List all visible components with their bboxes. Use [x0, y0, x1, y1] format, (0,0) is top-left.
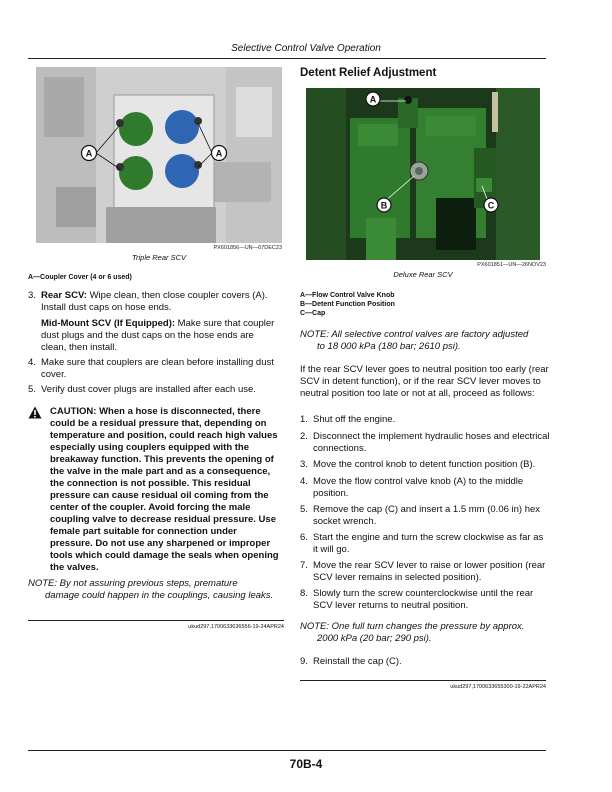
midmount-label: Mid-Mount SCV (If Equipped): [41, 318, 176, 329]
deluxe-rear-scv-photo [306, 88, 540, 260]
figure-caption-right: Deluxe Rear SCV [393, 270, 453, 279]
note-full-turn [300, 621, 550, 645]
step-number: 5. [28, 384, 36, 395]
left-section-rule [28, 620, 284, 621]
doc-code-right: ukud297,1700633655300-19-22APR24 [450, 684, 546, 690]
section-title: Detent Relief Adjustment [300, 67, 437, 79]
intro-paragraph: If the rear SCV lever goes to neutral position too early (rear SCV in detent function), or if the rear SCV lever moves to neutral position too late or not at all, proceed as follows: [300, 364, 549, 399]
header-rule [28, 58, 546, 59]
step-text: Make sure that couplers are clean before installing dust cover. [41, 357, 274, 380]
step-number: 9. [300, 656, 308, 667]
running-header: Selective Control Valve Operation [231, 43, 381, 54]
legend-item: A—Flow Control Valve Knob [300, 292, 395, 299]
note-rest: 2000 kPa (20 bar; 290 psi). [317, 633, 432, 644]
midmount-text: Make sure that coupler dust plugs and the dust caps on the hose ends are clean, then install. [41, 318, 275, 353]
step-number: 4. [300, 476, 308, 487]
right-step-1 [300, 414, 550, 426]
svg-text:A: A [85, 148, 93, 159]
note-rest: damage could happen in the couplings, causing leaks. [45, 590, 274, 601]
note-first-line: NOTE: All selective control valves are factory adjusted [300, 329, 529, 340]
step-number: 5. [300, 504, 308, 515]
left-step-4 [28, 357, 284, 381]
right-step-6 [300, 532, 550, 556]
step-number: 4. [28, 357, 36, 368]
step-text: Remove the cap (C) and insert a 1.5 mm (0.06 in) hex socket wrench. [313, 504, 541, 527]
svg-text:A: A [369, 94, 377, 105]
right-step-2 [300, 431, 550, 455]
right-step-4 [300, 476, 550, 500]
figure-legend-left: A—Coupler Cover (4 or 6 used) [28, 274, 132, 281]
svg-text:B: B [380, 200, 388, 211]
right-step-9 [300, 656, 550, 668]
triple-rear-scv-photo [36, 67, 282, 243]
right-step-3 [300, 459, 550, 471]
step-text: Move the control knob to detent function position (B). [313, 459, 536, 470]
figure-caption-left: Triple Rear SCV [131, 253, 187, 262]
doc-code-left: ukud297,1700633636556-19-24APR24 [188, 624, 284, 630]
step-number: 8. [300, 588, 308, 599]
note-factory-adjusted [300, 329, 550, 353]
step-number: 7. [300, 560, 308, 571]
callout-a-left [82, 146, 97, 161]
step-number: 3. [300, 459, 308, 470]
right-section-rule [300, 680, 546, 681]
step-number: 3. [28, 290, 36, 301]
figure-legend-right [300, 291, 540, 318]
page-number: 70B-4 [289, 757, 323, 771]
note-rest: to 18 000 kPa (180 bar; 2610 psi). [317, 341, 461, 352]
midmount-paragraph [41, 318, 281, 354]
legend-item: C—Cap [300, 310, 326, 317]
step-number: 2. [300, 431, 308, 442]
footer-rule [28, 750, 546, 751]
warning-triangle-icon [28, 406, 42, 419]
note-first-line: NOTE: One full turn changes the pressure by approx. [300, 621, 525, 632]
callout-c [484, 198, 498, 212]
step-text: Wipe clean, then close coupler covers (A). Install dust caps on hose ends. [41, 290, 268, 313]
step-text: Move the rear SCV lever to raise or lower position (rear SCV lever remains in selected position). [313, 560, 546, 583]
deluxe-rear-scv-illustration [306, 88, 540, 260]
right-step-7 [300, 560, 550, 584]
callout-a-right [212, 146, 227, 161]
caution-text: CAUTION: When a hose is disconnected, there could be a residual pressure that, depending on temperature and position, could reach high values especially using couplers equipped with the breakaway function. This prevents the opening of the valve in the male part and as a consequence, the connection is not possible. This residual pressure can cause residual oil coming from the center of the coupler. Avoid forcing the male coupling valve to decrease residual pressure. Use female part suitable for connection under pressure. Do not use any sharpened or improper tools which could damage the seals when opening the valves. [50, 406, 279, 573]
callout-a [366, 92, 380, 106]
note-first-line: NOTE: By not assuring previous steps, premature [28, 578, 238, 589]
step-text: Verify dust cover plugs are installed after each use. [41, 384, 256, 395]
right-step-5 [300, 504, 550, 528]
figure-id-right: PX601851—UN—26NOV23 [477, 262, 546, 268]
step-text: Shut off the engine. [313, 414, 396, 425]
note-left [28, 578, 284, 602]
svg-text:A: A [215, 148, 223, 159]
step-text: Slowly turn the screw counterclockwise until the rear SCV lever returns to neutral position. [313, 588, 534, 611]
step-text: Start the engine and turn the screw clockwise as far as it will go. [313, 532, 544, 555]
step-bold-label: Rear SCV: [41, 290, 87, 301]
left-step-5 [28, 384, 284, 396]
legend-item: B—Detent Function Position [300, 301, 395, 308]
callout-b [377, 198, 391, 212]
figure-id-left: PX601856—UN—07DEC23 [213, 245, 282, 251]
triple-rear-scv-illustration [36, 67, 282, 243]
step-text: Disconnect the implement hydraulic hoses and electrical connections. [313, 431, 550, 454]
right-step-8 [300, 588, 550, 612]
svg-text:C: C [487, 200, 495, 211]
step-text: Reinstall the cap (C). [313, 656, 402, 667]
step-number: 1. [300, 414, 308, 425]
left-step-3 [28, 290, 284, 314]
step-text: Move the flow control valve knob (A) to the middle position. [313, 476, 524, 499]
step-number: 6. [300, 532, 308, 543]
